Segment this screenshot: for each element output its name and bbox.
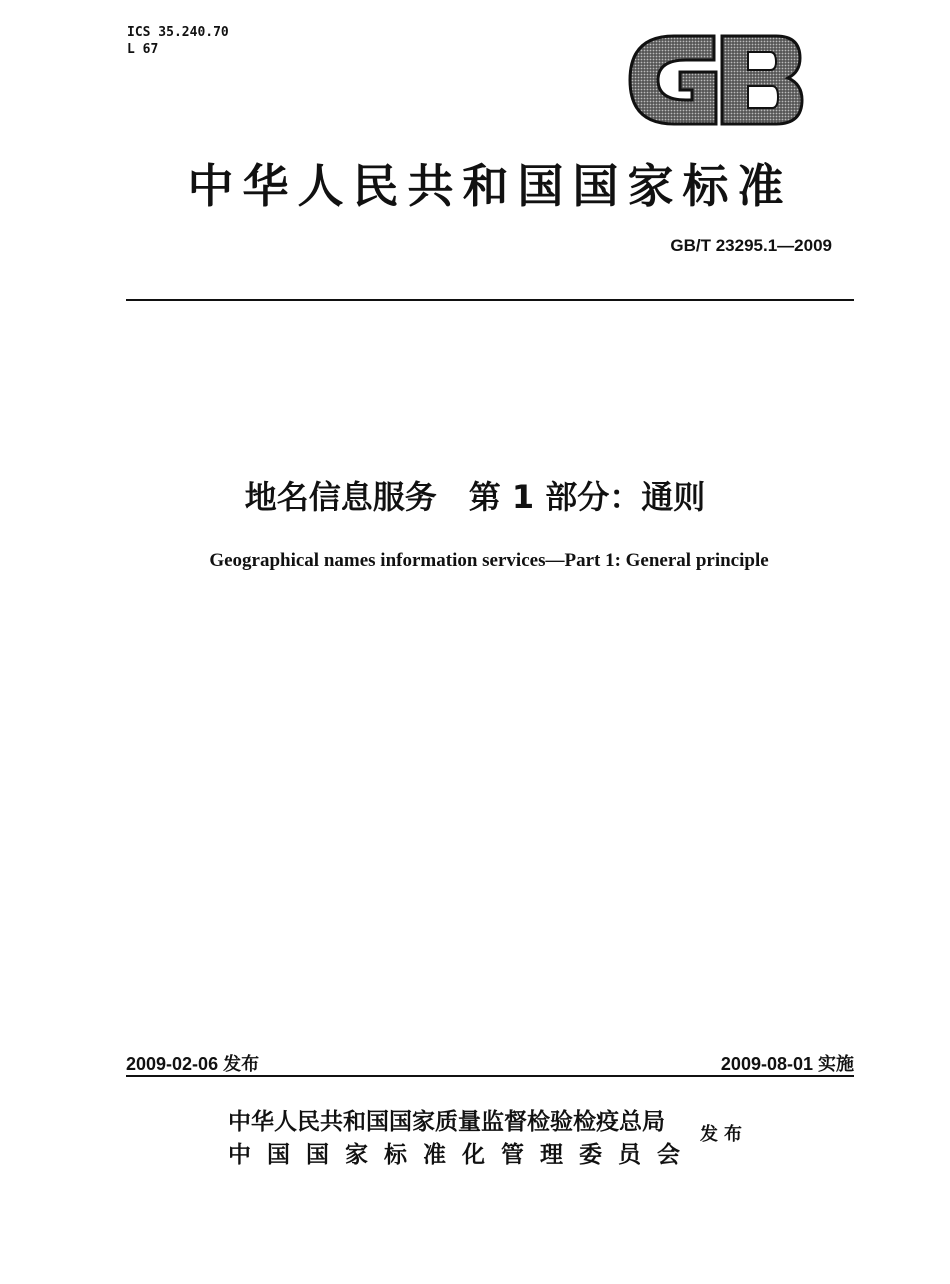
national-standard-title: 中华人民共和国国家标准 xyxy=(187,159,793,213)
classification-codes xyxy=(127,24,229,58)
gb-logo-icon xyxy=(628,34,804,126)
issuer-aqsiq: 中华人民共和国国家质量监督检验检疫总局 xyxy=(228,1109,665,1135)
ccs-code: L 67 xyxy=(127,42,159,57)
ics-code: ICS 35.240.70 xyxy=(127,25,229,40)
document-title-en: Geographical names information services—Part 1: General principle xyxy=(209,550,769,571)
document-title-zh: 地名信息服务 第 1 部分：通则 xyxy=(244,478,706,516)
bottom-divider xyxy=(126,1075,854,1077)
implementation-date: 2009-08-01 实施 xyxy=(720,1054,854,1074)
top-divider xyxy=(126,299,854,301)
issue-date: 2009-02-06 发布 xyxy=(126,1054,260,1074)
issuer-sac: 中国国家标准化管理委员会 xyxy=(228,1142,680,1168)
issue-label: 发布 xyxy=(700,1124,748,1145)
standard-number: GB/T 23295.1—2009 xyxy=(670,236,832,255)
